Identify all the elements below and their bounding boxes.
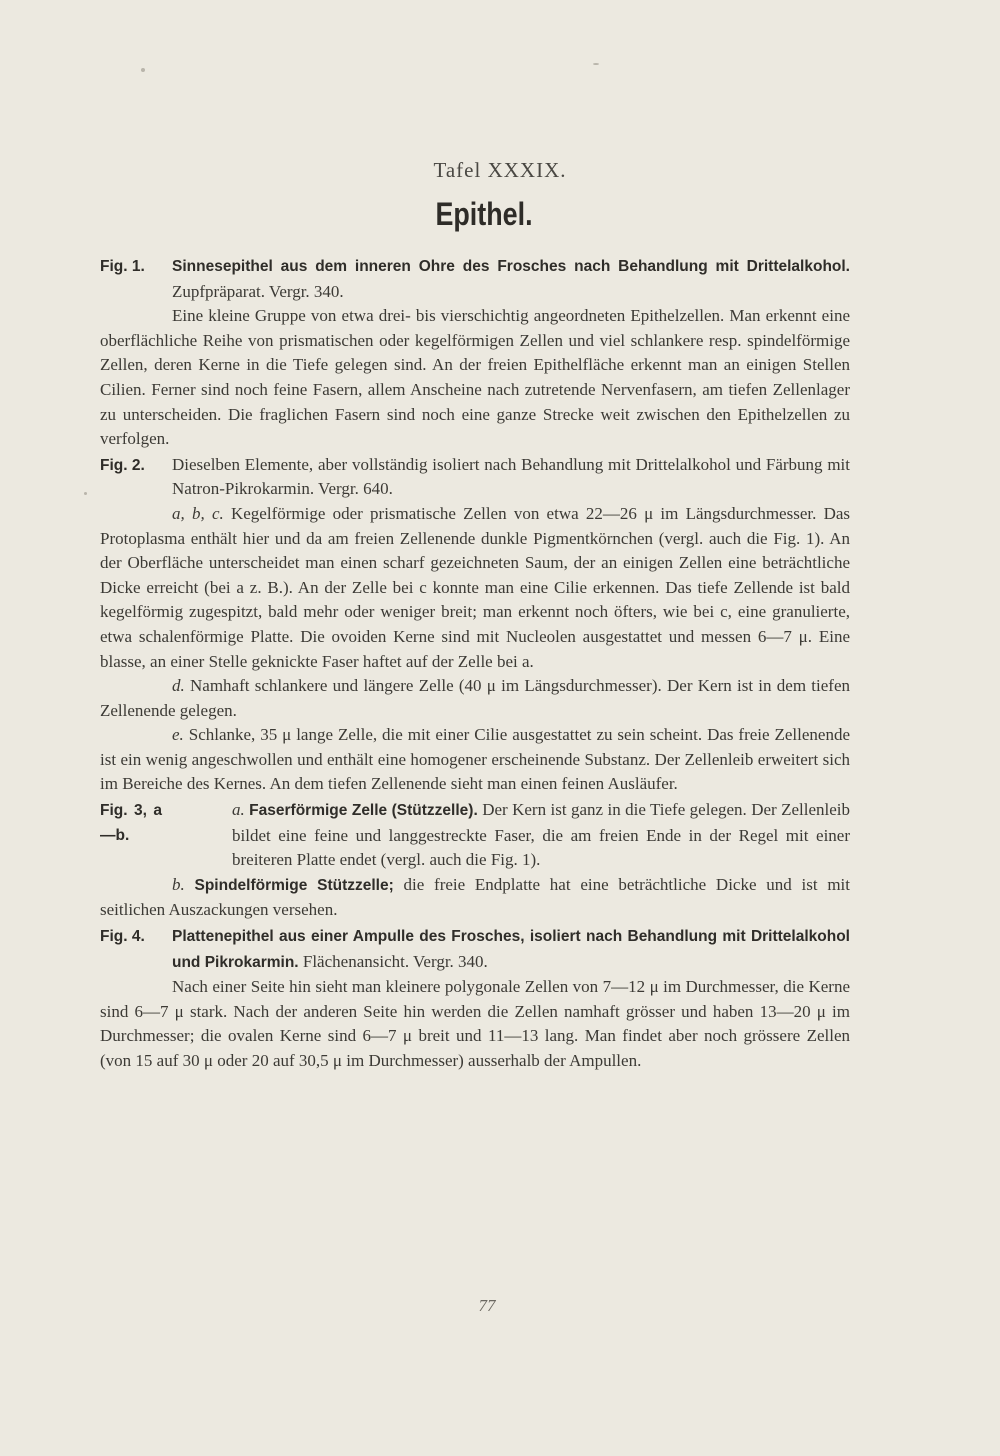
cell-e-label: e. [172,725,184,745]
figure-3a-description: Der Kern ist ganz in die Tiefe gelegen. Der Zellenleib bildet eine feine und langgestreckte Faser, die am freien Ende in der Regel mit einer breiteren Platte endet (vergl. auch die Fig. 1). [232,800,851,870]
figure-3b-heading: Spindelförmige Stützzelle; [194,876,394,894]
cells-abc-description: Kegelförmige oder prismatische Zellen von etwa 22—26 μ im Längsdurchmesser. Das Protoplasma enthält hier und da am freien Zellenende dunkle Pigmentkörnchen (vergl. auch die Fig. 1). An der Oberfläche unterscheidet man einen scharf gezeichneten Saum, der an einigen Zellen eine beträchtliche Dicke erreicht (bei a z. B.). An der Zelle bei c konnte man eine Cilie erkennen. Das tiefe Zellende ist bald kegelförmig zugespitzt, bald mehr oder weniger breit; man erkennt noch öfters, wie bei c, eine granulierte, etwa schalenförmige Platte. Die ovoiden Kerne sind mit Nucleolen ausgestattet und messen 6—7 μ. Eine blasse, an einer Stelle geknickte Faser haftet auf der Zelle bei a. [100,503,851,671]
figure-3a-heading: Faserförmige Zelle (Stützzelle). [249,802,478,820]
cells-abc-label: a, b, c. [172,503,224,523]
figure-2-cell-e [100,723,850,797]
figure-3-entry [100,798,850,923]
figure-1-preparation: Zupfpräparat. Vergr. 340. [172,281,344,301]
figure-2-cell-d [100,674,850,723]
page-title: Epithel. [435,196,533,232]
figure-3a-label: a. [232,800,245,820]
figure-4-preparation: Flächenansicht. Vergr. 340. [302,951,488,971]
figure-3b [100,873,850,923]
body-text [100,254,850,1074]
figure-4-entry [100,924,850,1074]
cell-d-label: d. [172,676,185,696]
figure-4-heading: Plattenepithel aus einer Ampulle des Frosches, isoliert nach Behandlung mit Drittelalkohol und Pikrokarmin. [172,928,850,971]
figure-2-cells-abc [100,502,850,674]
paper-speck [84,492,87,495]
figure-4-description: Nach einer Seite hin sieht man kleinere polygonale Zellen von 7—12 μ im Durchmesser, die Kerne sind 6—7 μ stark. Nach der anderen Seite hin werden die Zellen namhaft grösser und haben 13—20 μ im Durchmesser; die ovalen Kerne sind 6—7 μ breit und 11—13 lang. Man findet aber noch grössere Zellen (von 15 auf 30 μ oder 20 auf 30,5 μ im Durchmesser) ausserhalb der Ampullen. [100,977,850,1070]
paper-speck [141,68,145,72]
paper-speck [593,63,599,65]
plate-number: Tafel XXXIX. [433,158,567,182]
cell-d-description: Namhaft schlankere und längere Zelle (40 μ im Längsdurchmesser). Der Kern ist in dem tiefen Zellenende gelegen. [100,676,850,720]
figure-4-label: Fig. 4. [100,928,145,946]
figure-1-entry [100,254,850,452]
figure-3b-label: b. [172,874,185,894]
figure-2-entry [100,453,850,797]
page-number: 77 [478,1296,496,1315]
figure-2-label: Fig. 2. [100,456,145,474]
figure-2-heading: Dieselben Elemente, aber vollständig isoliert nach Behandlung mit Drittelalkohol und Färbung mit Natron-Pikrokarmin. Vergr. 640. [172,454,850,499]
cell-e-description: Schlanke, 35 μ lange Zelle, die mit einer Cilie ausgestattet zu sein scheint. Das freie Zellenende ist ein wenig angeschwollen und enthält eine homogener erscheinende Substanz. Der Zellenleib erweitert sich im Bereiche des Kernes. An dem tiefen Zellenende sieht man einen feinen Ausläufer. [100,725,851,794]
figure-1-description: Eine kleine Gruppe von etwa drei- bis vierschichtig angeordneten Epithelzellen. Man erkennt eine oberflächliche Reihe von prismatischen oder kegelförmigen Zellen und viel schlankere resp. spindelförmige Zellen, deren Kerne in die Tiefe gelegen sind. An der freien Epithelfläche erkennt man an einigen Stellen Cilien. Ferner sind noch feine Fasern, allem Anscheine nach zutretende Nervenfasern, am tiefen Zellenlager zu unterscheiden. Die fraglichen Fasern sind noch eine ganze Strecke weit zwischen den Epithelzellen zu verfolgen. [100,306,850,449]
figure-3b-description: die freie Endplatte hat eine beträchtliche Dicke und ist mit seitlichen Auszackungen versehen. [100,874,850,920]
figure-1-heading: Sinnesepithel aus dem inneren Ohre des Frosches nach Behandlung mit Drittelalkohol. [172,258,850,275]
figure-3-label: Fig. 3, a—b. [100,802,162,844]
figure-1-label: Fig. 1. [100,258,145,275]
